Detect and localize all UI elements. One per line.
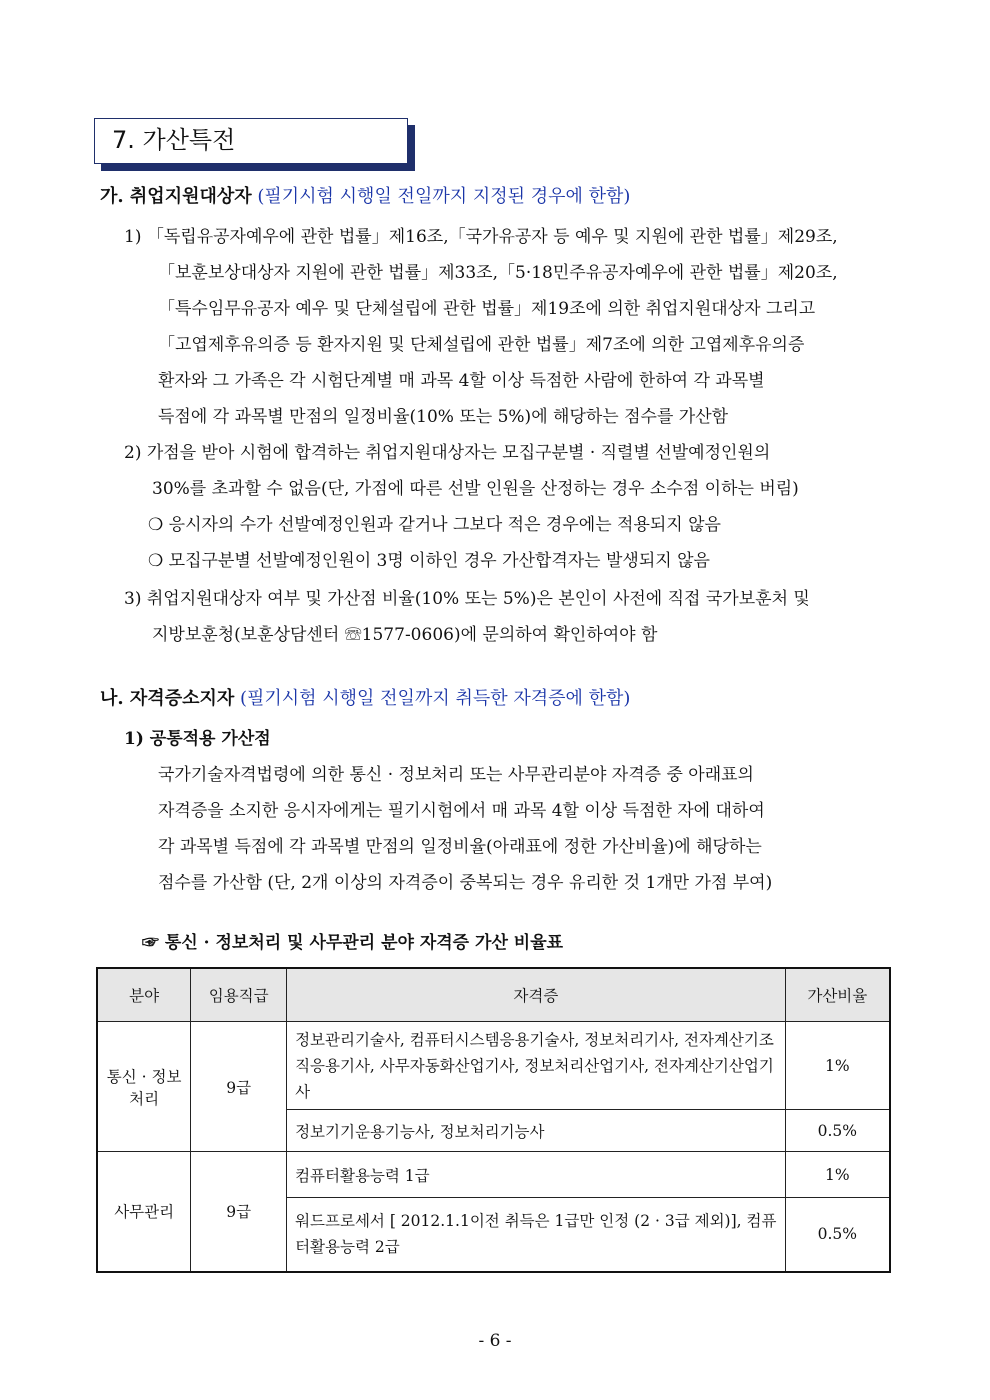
part-a-item1-line6: 득점에 각 과목별 만점의 일정비율(10% 또는 5%)에 해당하는 점수를 가산함: [158, 407, 729, 427]
part-b-heading-line: [100, 686, 630, 712]
part-a-item1-line2: 「보훈보상대상자 지원에 관한 법률」제33조,「5·18민주유공자예우에 관한 법률」제20조,: [158, 263, 838, 283]
part-a-item2-line1: 2) 가점을 받아 시험에 합격하는 취업지원대상자는 모집구분별 · 직렬별 선발예정인원의: [124, 443, 771, 463]
cell-grade-office: 9급: [191, 1152, 287, 1272]
page-number: - 6 -: [478, 1331, 512, 1351]
part-a-heading: 가. 취업지원대상자: [100, 186, 252, 207]
part-a-heading-line: [100, 184, 630, 210]
part-b-note: (필기시험 시행일 전일까지 취득한 자격증에 한함): [239, 688, 631, 709]
part-b-sub1-title: 1) 공통적용 가산점: [124, 729, 271, 749]
cell-field-telecom: 통신 · 정보처리: [97, 1022, 191, 1152]
part-a-item1-line3: 「특수임무유공자 예우 및 단체설립에 관한 법률」제19조에 의한 취업지원대상자 그리고: [158, 299, 816, 319]
cell-cert-telecom-1: 정보관리기술사, 컴퓨터시스템응용기술사, 정보처리기사, 전자계산기조직응용기사, 사무자동화산업기사, 정보처리산업기사, 전자계산기산업기사: [287, 1022, 786, 1110]
section-title: [112, 121, 235, 159]
cell-grade-telecom: 9급: [191, 1022, 287, 1152]
header-certificate: 자격증: [287, 968, 786, 1022]
section-number: 7.: [112, 126, 135, 154]
part-a-note: (필기시험 시행일 전일까지 지정된 경우에 한함): [257, 186, 631, 207]
part-b-paragraph-line3: 각 과목별 득점에 각 과목별 만점의 일정비율(아래표에 정한 가산비율)에 해당하는: [158, 837, 762, 857]
part-b-paragraph-line2: 자격증을 소지한 응시자에게는 필기시험에서 매 과목 4할 이상 득점한 자에 대하여: [158, 801, 765, 821]
header-grade: 임용직급: [191, 968, 287, 1022]
cell-rate-office-1: 1%: [785, 1152, 890, 1198]
cell-rate-telecom-1: 1%: [785, 1022, 890, 1110]
cell-field-office: 사무관리: [97, 1152, 191, 1272]
header-field: 분야: [97, 968, 191, 1022]
part-a-item1-line4: 「고엽제후유의증 등 환자지원 및 단체설립에 관한 법률」제7조에 의한 고엽제후유의증: [158, 335, 805, 355]
cell-rate-office-2: 0.5%: [785, 1198, 890, 1272]
part-a-bullet1: ❍ 응시자의 수가 선발예정인원과 같거나 그보다 적은 경우에는 적용되지 않음: [148, 515, 721, 535]
cell-cert-telecom-2: 정보기기운용기능사, 정보처리기능사: [287, 1110, 786, 1152]
table-header-row: [97, 968, 890, 1022]
header-rate: 가산비율: [785, 968, 890, 1022]
part-b-paragraph-line1: 국가기술자격법령에 의한 통신 · 정보처리 또는 사무관리분야 자격증 중 아래표의: [158, 765, 754, 785]
table-row: [97, 1152, 890, 1198]
part-a-item3-line2: 지방보훈청(보훈상담센터 ☏1577-0606)에 문의하여 확인하여야 함: [152, 625, 658, 645]
part-a-item1-line5: 환자와 그 가족은 각 시험단계별 매 과목 4할 이상 득점한 사람에 한하여 각 과목별: [158, 371, 765, 391]
cell-rate-telecom-2: 0.5%: [785, 1110, 890, 1152]
section-title-text: 가산특전: [142, 126, 236, 154]
table-caption: ☞ 통신 · 정보처리 및 사무관리 분야 자격증 가산 비율표: [142, 933, 564, 953]
cell-cert-office-2: 워드프로세서 [ 2012.1.1이전 취득은 1급만 인정 (2 · 3급 제외)], 컴퓨터활용능력 2급: [287, 1198, 786, 1272]
part-a-item2-line2: 30%를 초과할 수 없음(단, 가점에 따른 선발 인원을 산정하는 경우 소수점 이하는 버림): [152, 479, 799, 499]
part-a-item3-line1: 3) 취업지원대상자 여부 및 가산점 비율(10% 또는 5%)은 본인이 사전에 직접 국가보훈처 및: [124, 589, 810, 609]
part-a-item1-line1: 1) 「독립유공자예우에 관한 법률」제16조,「국가유공자 등 예우 및 지원에 관한 법률」제29조,: [124, 227, 838, 247]
certificate-rate-table: [96, 967, 891, 1273]
cell-cert-office-1: 컴퓨터활용능력 1급: [287, 1152, 786, 1198]
table-row: [97, 1022, 890, 1110]
part-b-paragraph-line4: 점수를 가산함 (단, 2개 이상의 자격증이 중복되는 경우 유리한 것 1개만 가점 부여): [158, 873, 773, 893]
part-a-bullet2: ❍ 모집구분별 선발예정인원이 3명 이하인 경우 가산합격자는 발생되지 않음: [148, 551, 710, 571]
part-b-heading: 나. 자격증소지자: [100, 688, 235, 709]
